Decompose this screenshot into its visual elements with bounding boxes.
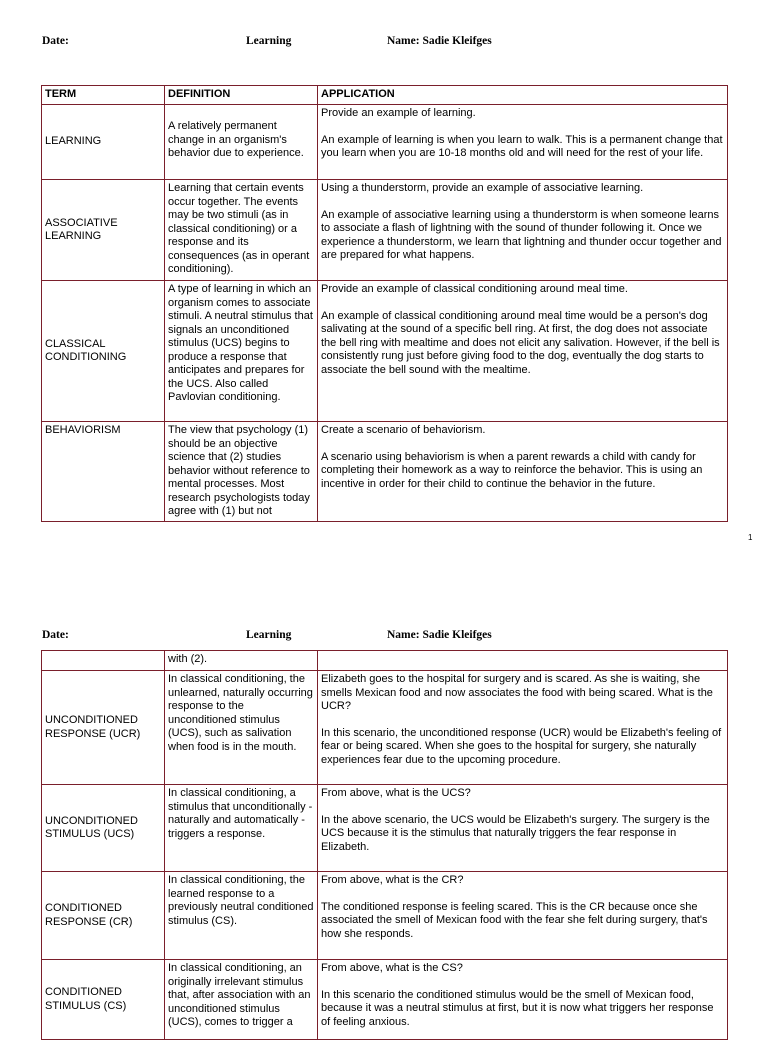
- page-header: [0, 629, 768, 645]
- column-header-definition: DEFINITION: [165, 86, 318, 105]
- application-cell: [318, 671, 728, 785]
- definition-cell: Learning that certain events occur together. The events may be two stimuli (as in classical conditioning) or a response and its consequences (as in operant conditioning).: [165, 180, 318, 281]
- application-prompt: From above, what is the UCS?: [321, 787, 471, 799]
- column-header-application: APPLICATION: [318, 86, 728, 105]
- definition-cell: A type of learning in which an organism comes to associate stimuli. A neutral stimulus that signals an unconditioned stimulus (UCS) begins to produce a response that anticipates and prepares for the UCS. Also called Pavlovian conditioning.: [165, 281, 318, 422]
- table-row: [42, 872, 728, 960]
- application-prompt: From above, what is the CS?: [321, 962, 463, 974]
- application-answer: An example of associative learning using a thunderstorm is when someone learns to associate a flash of lightning with the sound of thunder following it. Once we experience a thunderstorm, we learn that lightning and thunder occur together and are prepared for what happens.: [321, 208, 722, 261]
- application-cell: [318, 180, 728, 281]
- table-row: [42, 281, 728, 422]
- application-cell: [318, 960, 728, 1040]
- term-cell: CONDITIONED STIMULUS (CS): [42, 960, 165, 1040]
- application-prompt: Using a thunderstorm, provide an example of associative learning.: [321, 182, 644, 194]
- term-cell: UNCONDITIONED STIMULUS (UCS): [42, 785, 165, 872]
- application-cell: [318, 872, 728, 960]
- application-answer: In this scenario the conditioned stimulus would be the smell of Mexican food, because it was a neutral stimulus at first, but it is now what triggers her response of feeling anxious.: [321, 988, 714, 1028]
- terms-table-continued: [41, 650, 728, 1040]
- terms-table: [41, 85, 728, 522]
- page-2: [0, 560, 768, 1028]
- page-header: [0, 35, 768, 51]
- definition-cell: [165, 105, 318, 180]
- application-cell: [318, 651, 728, 671]
- application-cell: [318, 422, 728, 522]
- subject-title: Learning: [246, 35, 292, 47]
- application-prompt: Create a scenario of behaviorism.: [321, 424, 486, 436]
- definition-cell: In classical conditioning, a stimulus that unconditionally - naturally and automatically - triggers a response.: [165, 785, 318, 872]
- application-answer: In this scenario, the unconditioned response (UCR) would be Elizabeth's feeling of fear or being scared. When she goes to the hospital for surgery, she naturally experiences fear due to the upcoming procedure.: [321, 726, 722, 766]
- table-row: [42, 105, 728, 180]
- application-cell: [318, 281, 728, 422]
- application-answer: The conditioned response is feeling scared. This is the CR because once she associated the smell of Mexican food with the fear she felt during surgery, that's how she responds.: [321, 900, 708, 940]
- application-cell: [318, 105, 728, 180]
- definition-text: A relatively permanent change in an organism's behavior due to experience.: [168, 120, 304, 159]
- application-prompt: Elizabeth goes to the hospital for surgery and is scared. As she is waiting, she smells Mexican food and now associates the food with being scared. What is the UCR?: [321, 673, 713, 712]
- term-cell: LEARNING: [42, 105, 165, 180]
- definition-cell: In classical conditioning, the learned response to a previously neutral conditioned stimulus (CS).: [165, 872, 318, 960]
- term-cell: UNCONDITIONED RESPONSE (UCR): [42, 671, 165, 785]
- application-answer: An example of learning is when you learn to walk. This is a permanent change that you learn when you are 10-18 months old and will need for the rest of your life.: [321, 133, 723, 159]
- table-header-row: [42, 86, 728, 105]
- application-prompt: From above, what is the CR?: [321, 874, 464, 886]
- table-row: [42, 671, 728, 785]
- student-name: Name: Sadie Kleifges: [387, 35, 492, 47]
- term-cell: BEHAVIORISM: [42, 422, 165, 522]
- student-name: Name: Sadie Kleifges: [387, 629, 492, 641]
- table-row: [42, 180, 728, 281]
- table-row: [42, 960, 728, 1040]
- table-row: [42, 651, 728, 671]
- definition-cell: In classical conditioning, the unlearned, naturally occurring response to the unconditioned stimulus (UCS), such as salivation when food is in the mouth.: [165, 671, 318, 785]
- date-label: Date:: [42, 629, 69, 641]
- application-prompt: Provide an example of learning.: [321, 107, 476, 119]
- column-header-term: TERM: [42, 86, 165, 105]
- application-cell: [318, 785, 728, 872]
- term-cell: CLASSICAL CONDITIONING: [42, 281, 165, 422]
- application-answer: A scenario using behaviorism is when a parent rewards a child with candy for completing their homework as a way to reinforce the behavior. This is using an incentive in order for their child to continue the behavior in the future.: [321, 450, 703, 490]
- date-label: Date:: [42, 35, 69, 47]
- definition-cell: In classical conditioning, an originally irrelevant stimulus that, after association with an unconditioned stimulus (UCS), comes to trigger a: [165, 960, 318, 1040]
- application-prompt: Provide an example of classical conditioning around meal time.: [321, 283, 628, 295]
- page-number: 1: [748, 533, 753, 542]
- application-answer: In the above scenario, the UCS would be Elizabeth's surgery. The surgery is the UCS because it is the stimulus that naturally triggers the fear response in Elizabeth.: [321, 813, 710, 853]
- table-row: [42, 785, 728, 872]
- term-cell: ASSOCIATIVE LEARNING: [42, 180, 165, 281]
- definition-cell: The view that psychology (1) should be an objective science that (2) studies behavior without reference to mental processes. Most research psychologists today agree with (1) but not: [165, 422, 318, 522]
- term-cell: [42, 651, 165, 671]
- term-cell: CONDITIONED RESPONSE (CR): [42, 872, 165, 960]
- table-row: [42, 422, 728, 522]
- subject-title: Learning: [246, 629, 292, 641]
- definition-cell: with (2).: [165, 651, 318, 671]
- application-answer: An example of classical conditioning around meal time would be a person's dog salivating at the sound of a specific bell ring. At first, the dog does not associate the bell ring with mealtime and does not elicit any salivation. However, if the bell is consistently rung just before giving food to the dog, eventually the dog starts to associate the bell sound with the mealtime.: [321, 309, 720, 376]
